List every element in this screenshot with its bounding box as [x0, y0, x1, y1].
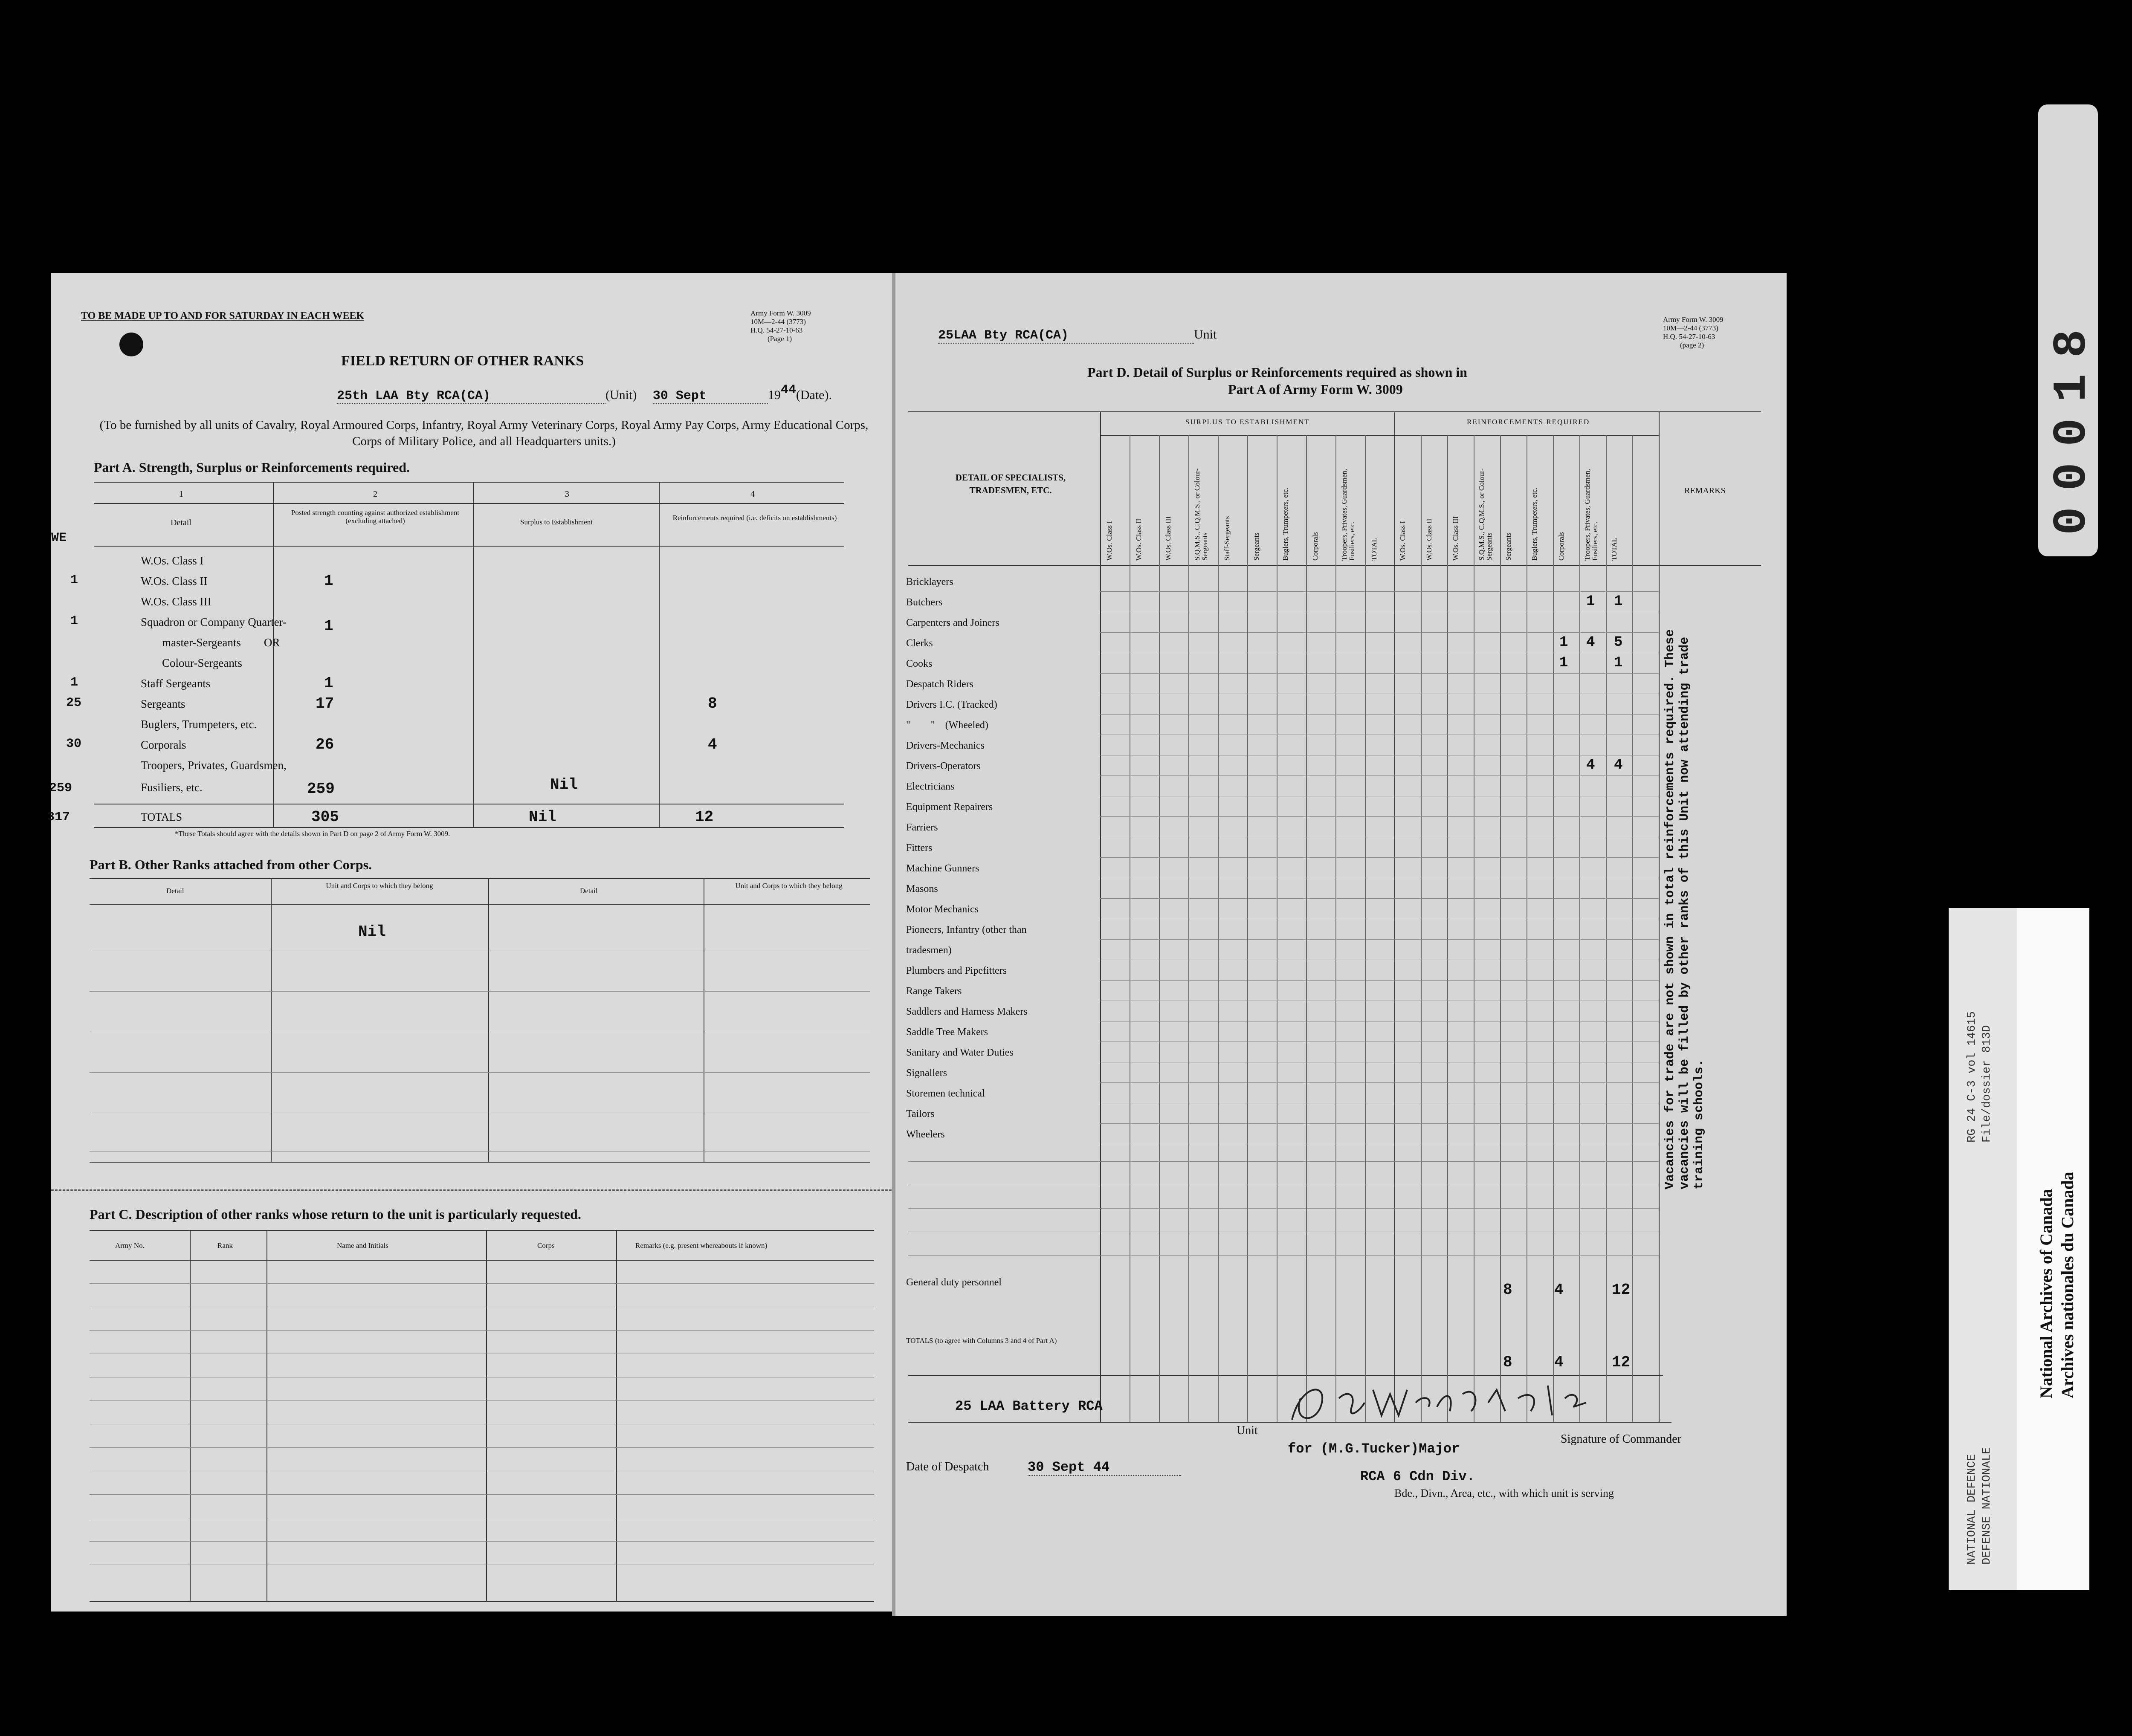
year-value: 44: [780, 383, 796, 397]
we-value: 1: [70, 614, 78, 628]
trade-value: 1: [1614, 593, 1623, 610]
date-label: (Date).: [796, 388, 832, 402]
trade-row: [895, 960, 1659, 981]
trade-name: Range Takers: [906, 986, 962, 997]
archive-dept-en: NATIONAL DEFENCE: [1966, 1454, 1978, 1565]
col-header-surplus: Surplus to Establishment: [520, 518, 593, 526]
subheader-surplus: TOTAL: [1370, 537, 1378, 561]
subheader-surplus: S.Q.M.S., C.Q.M.S., or Colour-Sergeants: [1193, 468, 1209, 561]
row-detail: Buglers, Trumpeters, etc.: [141, 718, 257, 731]
trade-row: [895, 633, 1659, 653]
partD-total-corporals: 4: [1554, 1354, 1564, 1371]
trade-name: Equipment Repairers: [906, 801, 993, 813]
trade-name: Signallers: [906, 1068, 947, 1079]
partA-row: [51, 611, 844, 635]
row-detail: Squadron or Company Quarter-: [141, 616, 287, 628]
partB-header-unit-1: Unit and Corps to which they belong: [326, 882, 433, 890]
trade-row: [895, 981, 1659, 1001]
year-prefix: 19: [768, 388, 781, 402]
trade-row: [895, 919, 1659, 940]
trade-value: 1: [1586, 593, 1595, 610]
row-detail: Troopers, Privates, Guardsmen,: [141, 759, 287, 772]
partA-row: [51, 693, 844, 714]
formation-label: Bde., Divn., Area, etc., with which unit is serving: [1394, 1487, 1614, 1499]
trade-row: [895, 796, 1659, 817]
col-header-reinforcements: Reinforcements required (i.e. deficits on establishments): [672, 514, 837, 522]
totals-label: TOTALS: [141, 811, 182, 823]
trade-name: Sanitary and Water Duties: [906, 1047, 1014, 1058]
totals-note: *These Totals should agree with the details shown in Part D on page 2 of Army Form W. 3009.: [175, 830, 450, 838]
subheader-surplus: Corporals: [1311, 532, 1319, 561]
instruction: TO BE MADE UP TO AND FOR SATURDAY IN EACH WEEK: [81, 310, 365, 321]
trade-name: Tailors: [906, 1108, 935, 1120]
trade-row: [895, 592, 1659, 612]
trade-row: [895, 694, 1659, 715]
form-title: FIELD RETURN OF OTHER RANKS: [341, 353, 584, 369]
partA-row: [51, 591, 844, 611]
trade-name: Saddle Tree Makers: [906, 1027, 988, 1038]
archive-dept-fr: DEFENSE NATIONALE: [1981, 1447, 1993, 1565]
row-detail: master-Sergeants OR: [162, 636, 280, 649]
despatch-value: 30 Sept 44: [1028, 1459, 1181, 1476]
blank-row-rule: [908, 1161, 1659, 1162]
partB-header-detail-2: Detail: [580, 887, 598, 895]
blank-row-rule: [908, 1208, 1659, 1209]
trade-value: 5: [1614, 634, 1623, 651]
frame-number-strip: [2038, 104, 2098, 556]
trade-name: Butchers: [906, 597, 943, 608]
unit-label: (Unit): [605, 388, 637, 402]
page2-unit-label: Unit: [1194, 327, 1217, 341]
trade-row: [895, 735, 1659, 755]
reinf-value: 4: [708, 736, 717, 753]
trade-row: [895, 899, 1659, 919]
trade-value: 1: [1559, 655, 1568, 671]
page2-form-code-1: 10M—2-44 (3773): [1663, 324, 1718, 332]
partA-row: [51, 755, 844, 775]
trade-row: [895, 1103, 1659, 1124]
partA-totals-row: [47, 806, 844, 827]
partC-header-rank: Rank: [217, 1241, 233, 1250]
row-detail: Corporals: [141, 738, 186, 751]
subheader-reinf: Corporals: [1557, 532, 1565, 561]
trade-row: [895, 1001, 1659, 1021]
signature-label: Signature of Commander: [1561, 1432, 1682, 1446]
trade-name: Clerks: [906, 638, 933, 649]
we-value: 25: [66, 696, 82, 710]
trade-name: Masons: [906, 883, 938, 894]
punch-hole-icon: [119, 333, 143, 356]
subheader-reinf: W.Os. Class I: [1399, 521, 1407, 561]
col-number-3: 3: [565, 489, 569, 499]
trade-row: [895, 817, 1659, 837]
trade-row: [895, 1062, 1659, 1083]
subheader-surplus: Staff-Sergeants: [1223, 516, 1231, 561]
unit-footer-label: Unit: [1237, 1424, 1258, 1437]
archive-name-en: National Archives of Canada: [2036, 1189, 2056, 1398]
page2-unit-line: [938, 327, 1217, 344]
row-detail: Sergeants: [141, 697, 185, 710]
trade-row: [895, 571, 1659, 592]
partD-total-total: 12: [1612, 1354, 1631, 1371]
frame-number: 00018: [2046, 313, 2099, 535]
trade-name: " " (Wheeled): [906, 720, 988, 731]
page1-sheet: [47, 273, 895, 1612]
unit-value: 25th LAA Bty RCA(CA): [337, 389, 605, 404]
trade-name: Wheelers: [906, 1129, 945, 1140]
subheader-surplus: W.Os. Class I: [1105, 521, 1113, 561]
subheader-reinf: W.Os. Class II: [1425, 518, 1433, 561]
trade-name: Despatch Riders: [906, 679, 973, 690]
archive-ref: RG 24 C-3 vol 14615: [1966, 1011, 1978, 1143]
partB-nil: Nil: [358, 923, 386, 940]
page2-unit-value: 25LAA Bty RCA(CA): [938, 328, 1194, 344]
trade-name: Bricklayers: [906, 576, 953, 587]
row-detail: Staff Sergeants: [141, 677, 211, 690]
remarks-text: Vacancies for trade are not shown in total reinforcements required. These vacancies will be filled by other ranks of this Unit now attending trade training schools.: [1663, 629, 1706, 1189]
general-duty-sergeants: 8: [1503, 1281, 1512, 1299]
partC-title: Part C. Description of other ranks whose return to the unit is particularly requested.: [90, 1207, 581, 1222]
trade-name: Fitters: [906, 842, 933, 854]
reinf-total: 12: [695, 808, 714, 826]
row-detail: W.Os. Class I: [141, 554, 204, 567]
form-code-1: 10M—2-44 (3773): [750, 318, 806, 326]
trade-row: [895, 612, 1659, 633]
subheader-reinf: Troopers, Privates, Guardsmen, Fusiliers, etc.: [1583, 469, 1599, 561]
archive-label-card: [1949, 908, 2089, 1590]
subheader-reinf: Buglers, Trumpeters, etc.: [1530, 487, 1538, 561]
partB-header-detail-1: Detail: [166, 887, 184, 895]
trade-name: Saddlers and Harness Makers: [906, 1006, 1028, 1017]
trade-row: [895, 653, 1659, 674]
subheader-reinf: W.Os. Class III: [1451, 516, 1460, 561]
detail-header: DETAIL OF SPECIALISTS, TRADESMEN, ETC.: [955, 472, 1066, 495]
trade-name: Plumbers and Pipefitters: [906, 965, 1007, 976]
trade-row: [895, 940, 1659, 960]
col-header-detail: Detail: [171, 518, 191, 527]
trade-row: [895, 776, 1659, 796]
formation-value: RCA 6 Cdn Div.: [1360, 1469, 1475, 1484]
we-value: 1: [70, 675, 78, 690]
subheader-surplus: Troopers, Privates, Guardsmen, Fusiliers, etc.: [1340, 469, 1356, 561]
subheader-reinf: Sergeants: [1504, 532, 1512, 561]
trade-name: Carpenters and Joiners: [906, 617, 999, 628]
trade-row: [895, 755, 1659, 776]
subheader-surplus: Buglers, Trumpeters, etc.: [1281, 487, 1289, 561]
trade-row: [895, 837, 1659, 858]
general-duty-label: General duty personnel: [906, 1277, 1002, 1288]
trade-row: [895, 1124, 1659, 1144]
trade-name: Machine Gunners: [906, 863, 979, 874]
partA-row: [51, 714, 844, 734]
trade-value: 4: [1614, 757, 1623, 773]
page-label: (Page 1): [768, 335, 792, 343]
row-detail: W.Os. Class II: [141, 575, 208, 587]
trade-value: 1: [1559, 634, 1568, 651]
trade-name: Farriers: [906, 822, 938, 833]
page2-page-label: (page 2): [1680, 341, 1704, 349]
form-code-2: H.Q. 54-27-10-63: [750, 326, 803, 334]
trade-name: Drivers-Mechanics: [906, 740, 985, 751]
page2-sheet: [895, 273, 1787, 1616]
trade-name: Cooks: [906, 658, 933, 669]
col-number-4: 4: [750, 489, 755, 499]
unit-date-line: [337, 383, 832, 404]
reinf-header: REINFORCEMENTS REQUIRED: [1467, 418, 1590, 426]
archive-file: File/dossier 813D: [1981, 1025, 1993, 1143]
partA-row: [51, 550, 844, 570]
partA-row: [51, 775, 844, 800]
partC-header-remarks: Remarks (e.g. present whereabouts if known): [635, 1241, 768, 1250]
partA-row: [51, 673, 844, 693]
trade-name: Drivers-Operators: [906, 761, 981, 772]
trade-row: [895, 1042, 1659, 1062]
trade-row: [895, 878, 1659, 899]
trade-row: [895, 1083, 1659, 1103]
we-value: 1: [70, 573, 78, 587]
furnish-note: (To be furnished by all units of Cavalry, Royal Armoured Corps, Infantry, Royal Army Veterinary Corps, Royal Army Pay Corps, Army Educational Corps, Corps of Military Police, and all Headquarters units.): [99, 418, 869, 448]
despatch-label: Date of Despatch: [906, 1460, 989, 1473]
form-number: Army Form W. 3009: [750, 309, 811, 317]
partD-total-sergeants: 8: [1503, 1354, 1512, 1371]
partC-header-army-no: Army No.: [115, 1241, 145, 1250]
trade-value: 4: [1586, 757, 1595, 773]
we-value: 259: [49, 781, 72, 796]
page2-form-number-block: [1663, 315, 1724, 350]
date-value: 30 Sept: [653, 389, 768, 404]
posted-value: 26: [316, 736, 334, 753]
trade-row: [895, 1021, 1659, 1042]
we-total: 317: [47, 810, 70, 825]
page2-form-number: Army Form W. 3009: [1663, 315, 1724, 324]
posted-value: 1: [324, 572, 333, 590]
trade-row: [895, 715, 1659, 735]
subheader-surplus: Sergeants: [1252, 532, 1260, 561]
blank-row-rule: [908, 1255, 1659, 1256]
surplus-total: Nil: [529, 808, 556, 826]
trade-name: tradesmen): [906, 945, 952, 956]
trade-value: 1: [1614, 655, 1623, 671]
partA-row: [51, 652, 844, 673]
trade-name: Drivers I.C. (Tracked): [906, 699, 997, 710]
subheader-surplus: W.Os. Class III: [1164, 516, 1172, 561]
signature-name: for (M.G.Tucker)Major: [1288, 1441, 1460, 1457]
partB-header-unit-2: Unit and Corps to which they belong: [735, 882, 843, 890]
row-detail: Colour-Sergeants: [162, 657, 242, 669]
form-number-block: [750, 309, 811, 343]
general-duty-corporals: 4: [1554, 1281, 1564, 1299]
we-value: 30: [66, 737, 82, 751]
posted-value: 259: [307, 780, 335, 798]
posted-value: 1: [324, 617, 333, 635]
unit-footer-value: 25 LAA Battery RCA: [955, 1398, 1103, 1414]
remarks-header: REMARKS: [1684, 486, 1726, 495]
posted-value: 1: [324, 674, 333, 692]
surplus-value: Nil: [550, 776, 578, 793]
commander-signature-icon: [1275, 1373, 1659, 1437]
row-detail: W.Os. Class III: [141, 595, 211, 608]
partA-row: [51, 632, 844, 652]
partA-title: Part A. Strength, Surplus or Reinforcements required.: [94, 460, 410, 475]
archive-name-fr: Archives nationales du Canada: [2058, 1172, 2077, 1398]
partC-header-name: Name and Initials: [337, 1241, 388, 1250]
subheader-reinf: TOTAL: [1610, 537, 1618, 561]
trade-name: Motor Mechanics: [906, 904, 979, 915]
partB-title: Part B. Other Ranks attached from other Corps.: [90, 857, 372, 872]
partD-totals-label: TOTALS (to agree with Columns 3 and 4 of Part A): [906, 1337, 1057, 1345]
row-detail: Fusiliers, etc.: [141, 781, 203, 794]
trade-row: [895, 858, 1659, 878]
partA-row: [51, 734, 844, 755]
trade-name: Storemen technical: [906, 1088, 985, 1099]
posted-value: 17: [316, 695, 334, 712]
col-number-2: 2: [373, 489, 377, 499]
partD-title-2: Part A of Army Form W. 3009: [1228, 382, 1403, 397]
col-number-1: 1: [179, 489, 183, 499]
partA-row: [51, 570, 844, 591]
partC-header-corps: Corps: [537, 1241, 555, 1250]
page2-form-code-2: H.Q. 54-27-10-63: [1663, 333, 1715, 341]
subheader-surplus: W.Os. Class II: [1135, 518, 1143, 561]
partD-title-1: Part D. Detail of Surplus or Reinforcements required as shown in: [1087, 365, 1467, 380]
trade-name: Pioneers, Infantry (other than: [906, 924, 1027, 935]
posted-total: 305: [311, 808, 339, 826]
trade-value: 4: [1586, 634, 1595, 651]
general-duty-total: 12: [1612, 1281, 1631, 1299]
we-mark: WE: [51, 531, 67, 545]
reinf-value: 8: [708, 695, 717, 712]
trade-name: Electricians: [906, 781, 955, 792]
subheader-reinf: S.Q.M.S., C.Q.M.S., or Colour-Sergeants: [1477, 468, 1493, 561]
trade-row: [895, 674, 1659, 694]
col-header-posted: Posted strength counting against authorized establishment (excluding attached): [291, 509, 460, 525]
surplus-header: SURPLUS TO ESTABLISHMENT: [1185, 418, 1310, 426]
